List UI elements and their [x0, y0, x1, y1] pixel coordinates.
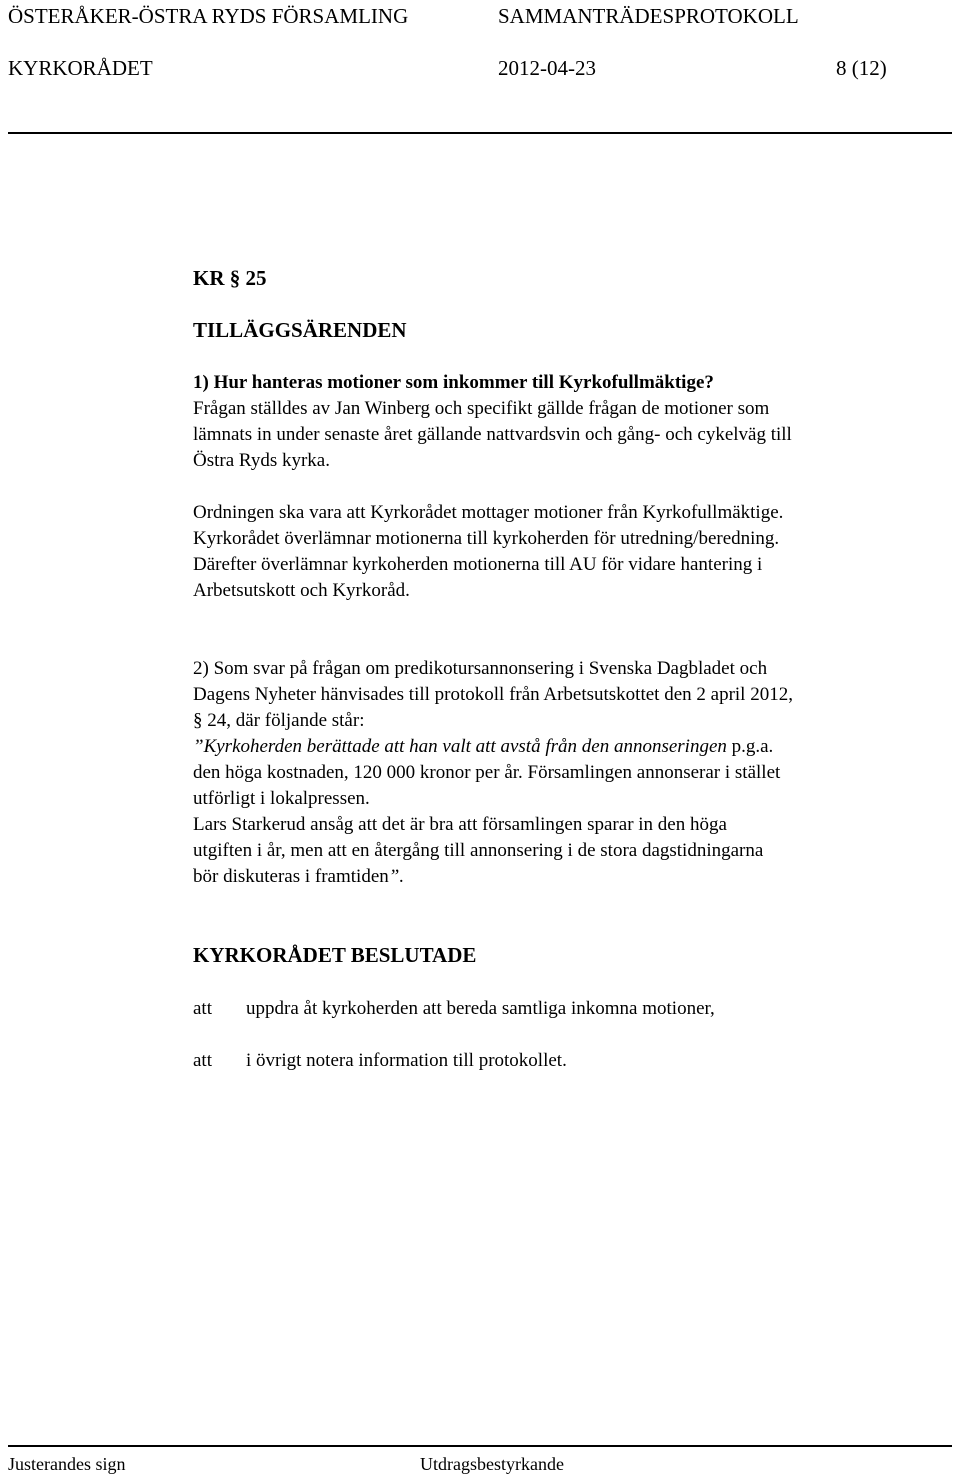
item1-order-line: Därefter överlämnar kyrkoherden motionerna till AU för vidare hantering i [193, 554, 763, 575]
item1-line: Östra Ryds kyrka. [193, 450, 330, 471]
item2-line: den höga kostnaden, 120 000 kronor per år. Församlingen annonserar i stället [193, 762, 781, 783]
meeting-date: 2012-04-23 [498, 56, 596, 80]
item1-question: 1) Hur hanteras motioner som inkommer till Kyrkofullmäktige? [193, 372, 714, 393]
item1-order-line: Ordningen ska vara att Kyrkorådet mottager motioner från Kyrkofullmäktige. [193, 502, 784, 523]
footer-divider [8, 1445, 952, 1447]
item2-last-line-end: ”. [388, 866, 405, 887]
item2-quote-italic: ”Kyrkoherden berättade att han valt att avstå från den annonseringen [193, 736, 727, 757]
decision-text: uppdra åt kyrkoherden att bereda samtliga inkomna motioner, [246, 998, 715, 1019]
committee-name: KYRKORÅDET [8, 56, 153, 80]
header-divider [8, 132, 952, 134]
document-type: SAMMANTRÄDESPROTOKOLL [498, 4, 799, 28]
decision-title: KYRKORÅDET BESLUTADE [193, 943, 477, 967]
item2-last-line [193, 864, 918, 890]
item2-line: 2) Som svar på frågan om predikotursannonsering i Svenska Dagbladet och [193, 658, 768, 679]
item2-last-line-start: bör diskuteras i framtiden [193, 866, 389, 887]
item2-line: utförligt i lokalpressen. [193, 788, 370, 809]
item2-line: § 24, där följande står: [193, 710, 365, 731]
item2-line: utgiften i år, men att en återgång till annonsering i de stora dagstidningarna [193, 840, 764, 861]
decision-text: i övrigt notera information till protokollet. [246, 1050, 567, 1071]
item1-line: lämnats in under senaste året gällande nattvardsvin och gång- och cykelväg till [193, 424, 792, 445]
decision-marker: att [193, 1050, 212, 1071]
item2-block [193, 656, 918, 890]
item1-block [193, 370, 918, 474]
item2-line: Lars Starkerud ansåg att det är bra att församlingen sparar in den höga [193, 814, 727, 835]
item2-line: Dagens Nyheter hänvisades till protokoll från Arbetsutskottet den 2 april 2012, [193, 684, 793, 705]
footer-sign-label: Justerandes sign [8, 1454, 126, 1474]
item2-quote-line [193, 734, 918, 760]
section-title: TILLÄGGSÄRENDEN [193, 318, 407, 342]
section-number: KR § 25 [193, 266, 267, 290]
organization-name: ÖSTERÅKER-ÖSTRA RYDS FÖRSAMLING [8, 4, 409, 28]
page-number: 8 (12) [836, 56, 887, 80]
item1-line: Frågan ställdes av Jan Winberg och specifikt gällde frågan de motioner som [193, 398, 770, 419]
decision-marker: att [193, 998, 212, 1019]
item1-order-line: Kyrkorådet överlämnar motionerna till kyrkoherden för utredning/beredning. [193, 528, 780, 549]
item2-quote-tail: p.g.a. [726, 736, 774, 757]
item1-order-block [193, 500, 918, 604]
footer-certification-label: Utdragsbestyrkande [420, 1454, 564, 1474]
item1-order-line: Arbetsutskott och Kyrkoråd. [193, 580, 410, 601]
